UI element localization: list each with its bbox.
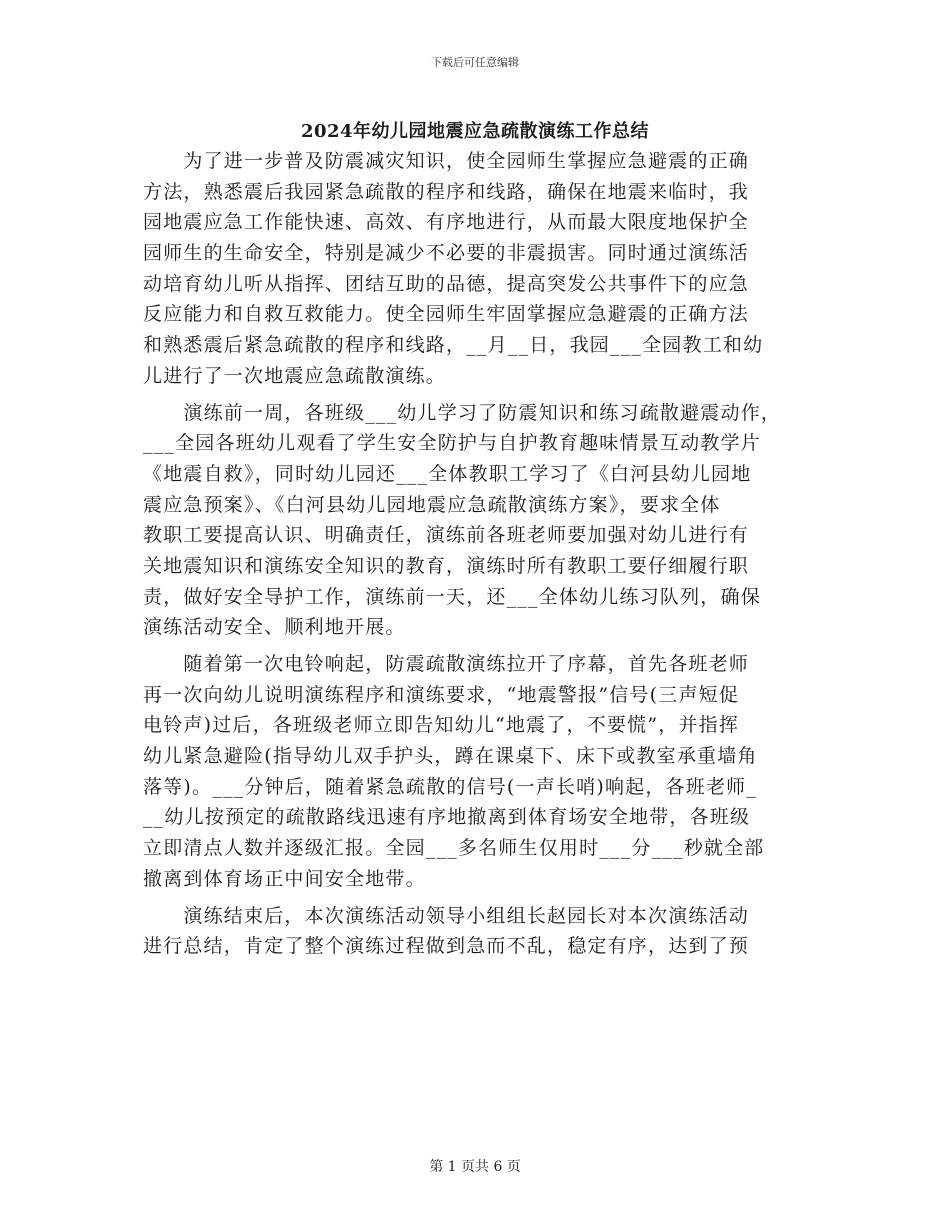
text-line: 幼儿紧急避险(指导幼儿双手护头，蹲在课桌下、床下或教室承重墙角 <box>143 745 758 768</box>
text-line: 立即清点人数并逐级汇报。全园___多名师生仅用时___分___秒就全部 <box>143 837 765 860</box>
text-line: 动培育幼儿听从指挥、团结互助的品德，提高突发公共事件下的应急 <box>143 272 750 295</box>
text-line: 随着第一次电铃响起，防震疏散演练拉开了序幕，首先各班老师 <box>143 653 750 675</box>
text-line: 儿进行了一次地震应急疏散演练。 <box>143 364 447 387</box>
text-line: 园师生的生命安全，特别是减少不必要的非震损害。同时通过演练活 <box>143 242 750 265</box>
text-line: 落等)。___分钟后，随着紧急疏散的信号(一声长哨)响起，各班老师_ <box>143 775 758 798</box>
text-line: __幼儿按预定的疏散路线迅速有序地撤离到体育场安全地带，各班级 <box>143 806 751 829</box>
text-line: 撤离到体育场正中间安全地带。 <box>143 867 426 890</box>
text-line: 为了进一步普及防震减灾知识，使全园师生掌握应急避震的正确 <box>143 150 750 172</box>
text-line: 演练前一周，各班级___幼儿学习了防震知识和练习疏散避震动作， <box>143 401 782 424</box>
text-line: 园地震应急工作能快速、高效、有序地进行，从而最大限度地保护全 <box>143 211 750 234</box>
text-line: 责，做好安全导护工作，演练前一天，还___全体幼儿练习队列，确保 <box>143 585 761 608</box>
text-line: 再一次向幼儿说明演练程序和演练要求，“地震警报”信号(三声短促 <box>143 683 740 706</box>
paragraph <box>143 901 807 962</box>
paragraph <box>143 146 807 392</box>
text-line: ___全园各班幼儿观看了学生安全防护与自护教育趣味情景互动教学片 <box>143 432 761 455</box>
text-line: 反应能力和自救互救能力。使全园师生牢固掌握应急避震的正确方法 <box>143 303 750 326</box>
text-line: 和熟悉震后紧急疏散的程序和线路，__月__日，我园___全园教工和幼 <box>143 334 764 357</box>
text-line: 演练活动安全、顺利地开展。 <box>143 616 406 639</box>
paragraph <box>143 398 807 644</box>
document-body <box>143 146 807 962</box>
text-line: 教职工要提高认识、明确责任，演练前各班老师要加强对幼儿进行有 <box>143 524 750 547</box>
text-line: 震应急预案》、《白河县幼儿园地震应急疏散演练方案》，要求全体 <box>143 493 721 516</box>
text-line: 进行总结，肯定了整个演练过程做到急而不乱，稳定有序，达到了预 <box>143 935 750 958</box>
document-title: 2024年幼儿园地震应急疏散演练工作总结 <box>300 121 650 142</box>
paragraph <box>143 649 807 895</box>
text-line: 关地震知识和演练安全知识的教育，演练时所有教职工要仔细履行职 <box>143 554 750 577</box>
text-line: 演练结束后，本次演练活动领导小组组长赵园长对本次演练活动 <box>143 904 750 927</box>
page-number: 第 1 页共 6 页 <box>429 1159 521 1175</box>
text-line: 《地震自救》，同时幼儿园还___全体教职工学习了《白河县幼儿园地 <box>143 462 752 485</box>
text-line: 电铃声)过后，各班级老师立即告知幼儿“地震了，不要慌”，并指挥 <box>143 714 740 737</box>
text-line: 方法，熟悉震后我园紧急疏散的程序和线路，确保在地震来临时，我 <box>143 180 750 203</box>
header-note: 下载后可任意编辑 <box>431 56 519 69</box>
